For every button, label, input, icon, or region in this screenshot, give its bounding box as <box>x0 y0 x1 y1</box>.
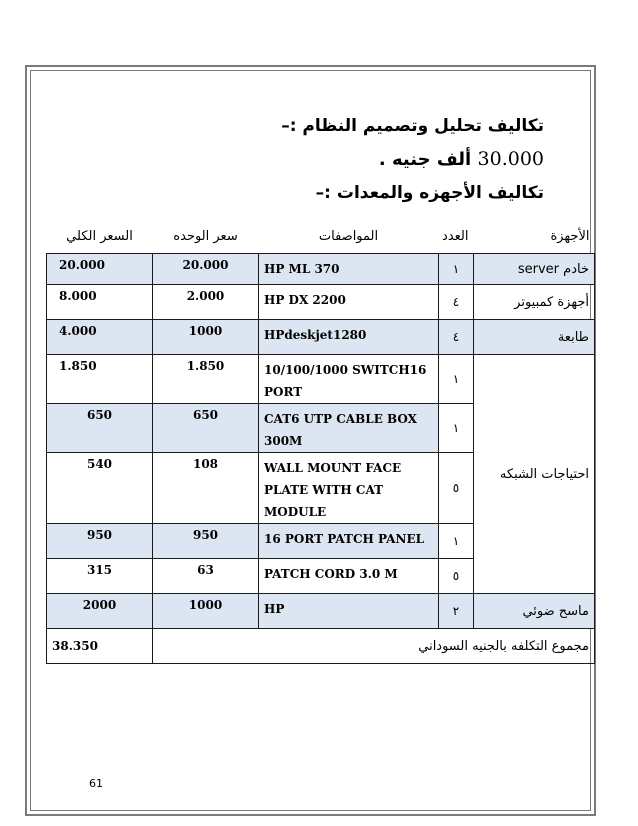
unit-price-cell: 1000 <box>153 594 259 629</box>
heading-hardware-cost: تكاليف الأجهزه والمعدات :– <box>315 183 544 203</box>
total-price-cell: 4.000 <box>47 320 153 355</box>
table-row <box>47 254 595 285</box>
page-number: 61 <box>89 777 103 790</box>
spec-cell: PATCH CORD 3.0 M <box>259 559 439 594</box>
qty-cell: ٤ <box>439 285 474 320</box>
spec-cell: 10/100/1000 SWITCH16 PORT <box>259 355 439 404</box>
table-row <box>47 355 595 404</box>
unit-price-cell: 2.000 <box>153 285 259 320</box>
unit-price-cell: 650 <box>153 404 259 453</box>
qty-cell: ٤ <box>439 320 474 355</box>
sum-label: مجموع التكلفه بالجنيه السوداني <box>153 629 595 664</box>
total-price-cell: 540 <box>47 453 153 524</box>
device-cell-network: احتياجات الشبكه <box>474 355 595 594</box>
header-device: الأجهزة <box>474 219 595 254</box>
table-row <box>47 320 595 355</box>
unit-price-cell: 950 <box>153 524 259 559</box>
table-row <box>47 285 595 320</box>
table-row <box>47 594 595 629</box>
spec-cell: WALL MOUNT FACE PLATE WITH CAT MODULE <box>259 453 439 524</box>
qty-cell: ١ <box>439 254 474 285</box>
amount-text: ألف جنيه . <box>378 149 472 170</box>
costs-table <box>46 219 595 664</box>
device-cell: طابعة <box>474 320 595 355</box>
header-spec: المواصفات <box>259 219 439 254</box>
spec-cell: HP <box>259 594 439 629</box>
unit-price-cell: 63 <box>153 559 259 594</box>
unit-price-cell: 1.850 <box>153 355 259 404</box>
spec-cell: CAT6 UTP CABLE BOX 300M <box>259 404 439 453</box>
spec-cell: HP ML 370 <box>259 254 439 285</box>
spec-cell: 16 PORT PATCH PANEL <box>259 524 439 559</box>
total-price-cell: 1.850 <box>47 355 153 404</box>
header-unit-price: سعر الوحده <box>153 219 259 254</box>
total-price-cell: 8.000 <box>47 285 153 320</box>
qty-cell: ١ <box>439 355 474 404</box>
qty-cell: ٢ <box>439 594 474 629</box>
qty-cell: ١ <box>439 524 474 559</box>
unit-price-cell: 1000 <box>153 320 259 355</box>
qty-cell: ٥ <box>439 559 474 594</box>
spec-cell: HPdeskjet1280 <box>259 320 439 355</box>
total-price-cell: 315 <box>47 559 153 594</box>
qty-cell: ١ <box>439 404 474 453</box>
unit-price-cell: 20.000 <box>153 254 259 285</box>
sum-value: 38.350 <box>47 629 153 664</box>
device-cell: ماسح ضوئي <box>474 594 595 629</box>
total-price-cell: 2000 <box>47 594 153 629</box>
amount-number: 30.000 <box>477 148 544 170</box>
header-qty: العدد <box>439 219 474 254</box>
total-price-cell: 950 <box>47 524 153 559</box>
device-cell: أجهزة كمبيوتر <box>474 285 595 320</box>
device-cell: خادم server <box>474 254 595 285</box>
unit-price-cell: 108 <box>153 453 259 524</box>
heading-analysis-cost: تكاليف تحليل وتصميم النظام :– <box>281 116 544 136</box>
table-header-row <box>47 219 595 254</box>
heading-amount <box>379 148 544 170</box>
spec-cell: HP DX 2200 <box>259 285 439 320</box>
total-price-cell: 650 <box>47 404 153 453</box>
qty-cell: ٥ <box>439 453 474 524</box>
table-sum-row <box>47 629 595 664</box>
header-total-price: السعر الكلي <box>47 219 153 254</box>
total-price-cell: 20.000 <box>47 254 153 285</box>
